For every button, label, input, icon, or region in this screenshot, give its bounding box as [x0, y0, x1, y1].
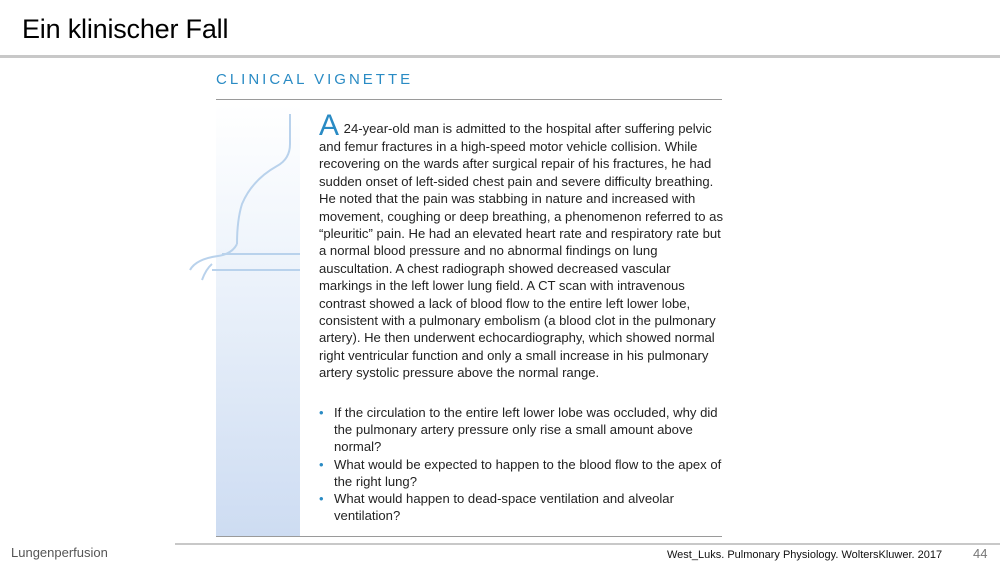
question-text: What would happen to dead-space ventilation and alveolar ventilation? [334, 491, 674, 524]
vignette-decoration-icon [182, 104, 302, 304]
vignette-bottom-rule [216, 536, 722, 537]
bullet-icon: • [319, 456, 324, 472]
list-item [319, 490, 725, 524]
vignette-body-text: 24-year-old man is admitted to the hospital after suffering pelvic and femur fractures in a high-speed motor vehicle collision. While recovering on the wards after surgical repair of his fractures, he had sudden onset of left-sided chest pain and severe difficulty breathing. He noted that the pain was stabbing in nature and increased with movement, coughing or deep breathing, a phenomenon referred to as “pleuritic” pain. He had an elevated heart rate and respiratory rate but a normal blood pressure and no abnormal findings on lung auscultation. A chest radiograph showed decreased vascular markings in the left lower lung field. A CT scan with intravenous contrast showed a lack of blood flow to the entire left lower lobe, consistent with a pulmonary embolism (a blood clot in the pulmonary artery). He then underwent echocardiography, which showed normal right ventricular function and only a small increase in his pulmonary artery systolic pressure above the normal range. [319, 121, 723, 381]
bullet-icon: • [319, 405, 324, 420]
list-item [319, 404, 725, 456]
footer-divider [175, 543, 1000, 545]
title-divider [0, 55, 1000, 58]
slide-title: Ein klinischer Fall [22, 14, 229, 44]
footer-topic: Lungenperfusion [11, 545, 108, 560]
footer-source-citation: West_Luks. Pulmonary Physiology. WoltersKluwer. 2017 [667, 549, 943, 561]
vignette-top-rule [216, 99, 722, 100]
page-number: 44 [973, 546, 988, 561]
question-list [319, 404, 725, 524]
vignette-heading: CLINICAL VIGNETTE [216, 71, 414, 88]
list-item [319, 456, 725, 490]
vignette-paragraph [319, 109, 725, 382]
vignette-dropcap: A [319, 109, 340, 142]
question-text: What would be expected to happen to the blood flow to the apex of the right lung? [334, 456, 722, 489]
bullet-icon: • [319, 491, 324, 507]
question-text: If the circulation to the entire left lower lobe was occluded, why did the pulmonary artery pressure only rise a small amount above normal? [334, 405, 718, 455]
